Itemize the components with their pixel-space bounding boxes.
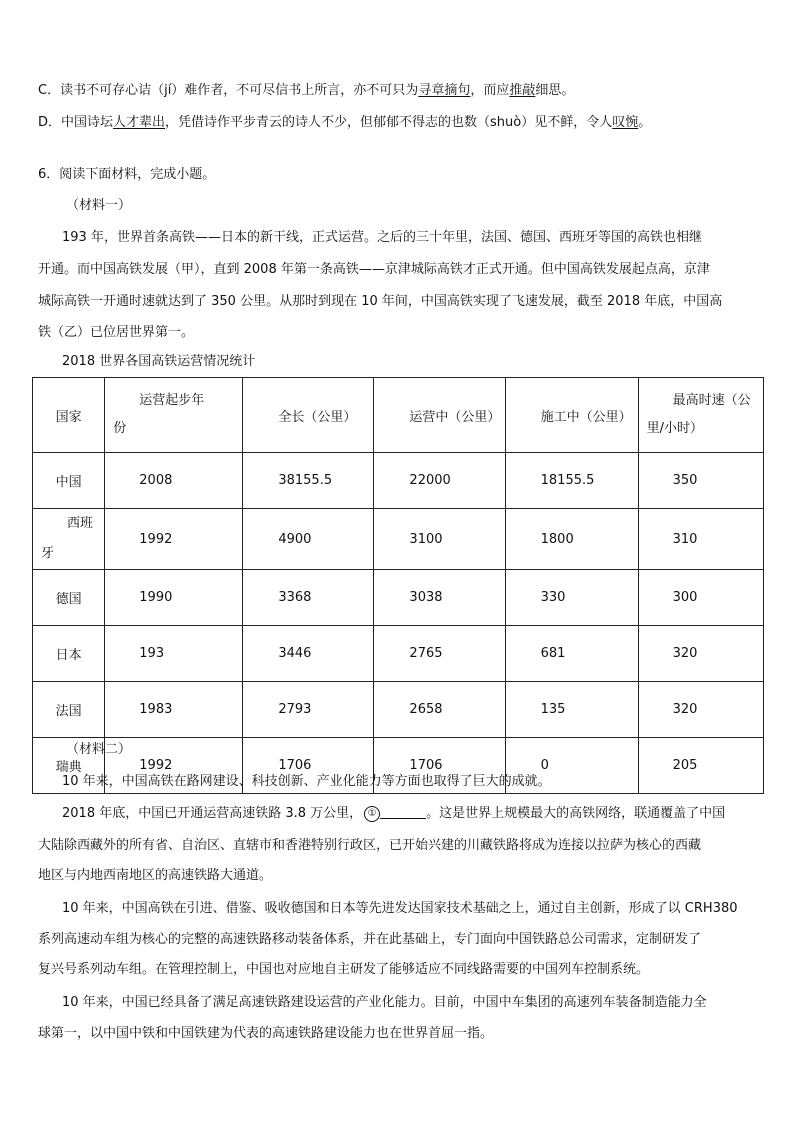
material-one-line: 193 年，世界首条高铁——日本的新干线，正式运营。之后的三十年里，法国、德国、西班牙等国的高铁也相继 [62, 230, 702, 245]
table-header-row [33, 378, 764, 453]
material-two-line: 球第一，以中国中铁和中国铁建为代表的高速铁路建设能力也在世界首屈一指。 [38, 1026, 494, 1041]
material-two-line: 大陆除西藏外的所有省、自治区、直辖市和香港特别行政区，已开始兴建的川藏铁路将成为连接以拉萨为核心的西藏 [38, 838, 702, 853]
question-heading: 6．阅读下面材料，完成小题。 [38, 167, 216, 182]
material-two-paragraph: 10 年来，中国高铁在路网建设、科技创新、产业化能力等方面也取得了巨大的成就。 [62, 774, 551, 789]
material-two-label: （材料二） [66, 742, 132, 757]
rail-statistics-table [32, 377, 764, 794]
option-c: C．读书不可存心诘（jí）难作者，不可尽信书上所言，亦不可只为寻章摘句，而应推敲细思。 [38, 83, 575, 98]
material-one-label: （材料一） [66, 198, 132, 213]
header-construction: 施工中（公里） [505, 378, 638, 453]
header-speed: 最高时速（公 里/小时） [638, 378, 763, 453]
underlined-phrase: 人才辈出 [113, 115, 166, 130]
material-one-line: 开通。而中国高铁发展（甲），直到 2008 年第一条高铁——京津城际高铁才正式开通。但中国高铁发展起点高，京津 [38, 262, 710, 277]
material-one-line: 城际高铁一开通时速就达到了 350 公里。从那时到现在 10 年间，中国高铁实现了飞速发展，截至 2018 年底，中国高 [38, 294, 723, 309]
material-two-paragraph: 10 年来，中国高铁在引进、借鉴、吸收德国和日本等先进发达国家技术基础之上，通过自主创新，形成了以 CRH380 [62, 901, 738, 916]
material-two-line: 地区与内地西南地区的高速铁路大通道。 [38, 868, 273, 883]
underlined-phrase: 叹惋 [612, 115, 639, 130]
header-length: 全长（公里） [243, 378, 374, 453]
option-d: D．中国诗坛人才辈出，凭借诗作平步青云的诗人不少，但郁郁不得志的也数（shuò）见不鲜，令人叹惋。 [38, 115, 652, 130]
table-row: 瑞典 1992 1706 1706 0 205 [33, 738, 764, 794]
header-country: 国家 [33, 378, 105, 453]
table-row: 中国 2008 38155.5 22000 18155.5 350 [33, 453, 764, 509]
material-two-line: 复兴号系列动车组。在管理控制上，中国也对应地自主研发了能够适应不同线路需要的中国列车控制系统。 [38, 962, 650, 977]
table-row: 西班 牙 1992 4900 3100 1800 310 [33, 509, 764, 570]
header-operating: 运营中（公里） [374, 378, 505, 453]
header-start-year: 运营起步年 份 [105, 378, 243, 453]
material-two-line: 系列高速动车组为核心的完整的高速铁路移动装备体系，并在此基础上，专门面向中国铁路总公司需求，定制研发了 [38, 932, 702, 947]
underlined-phrase: 推敲 [509, 83, 536, 98]
material-one-line: 铁（乙）已位居世界第一。 [38, 325, 195, 340]
fill-in-blank [380, 804, 426, 819]
material-two-paragraph: 2018 年底，中国已开通运营高速铁路 3.8 万公里， ① 。这是世界上规模最大的高铁网络，联通覆盖了中国 [62, 806, 726, 821]
underlined-phrase: 寻章摘句 [418, 83, 471, 98]
blank-number: ① [364, 806, 380, 822]
table-row: 德国 1990 3368 3038 330 300 [33, 570, 764, 626]
table-row: 法国 1983 2793 2658 135 320 [33, 682, 764, 738]
table-row: 日本 193 3446 2765 681 320 [33, 626, 764, 682]
material-two-paragraph: 10 年来，中国已经具备了满足高速铁路建设运营的产业化能力。目前，中国中车集团的高速列车装备制造能力全 [62, 995, 707, 1010]
table-title: 2018 世界各国高铁运营情况统计 [62, 354, 256, 369]
